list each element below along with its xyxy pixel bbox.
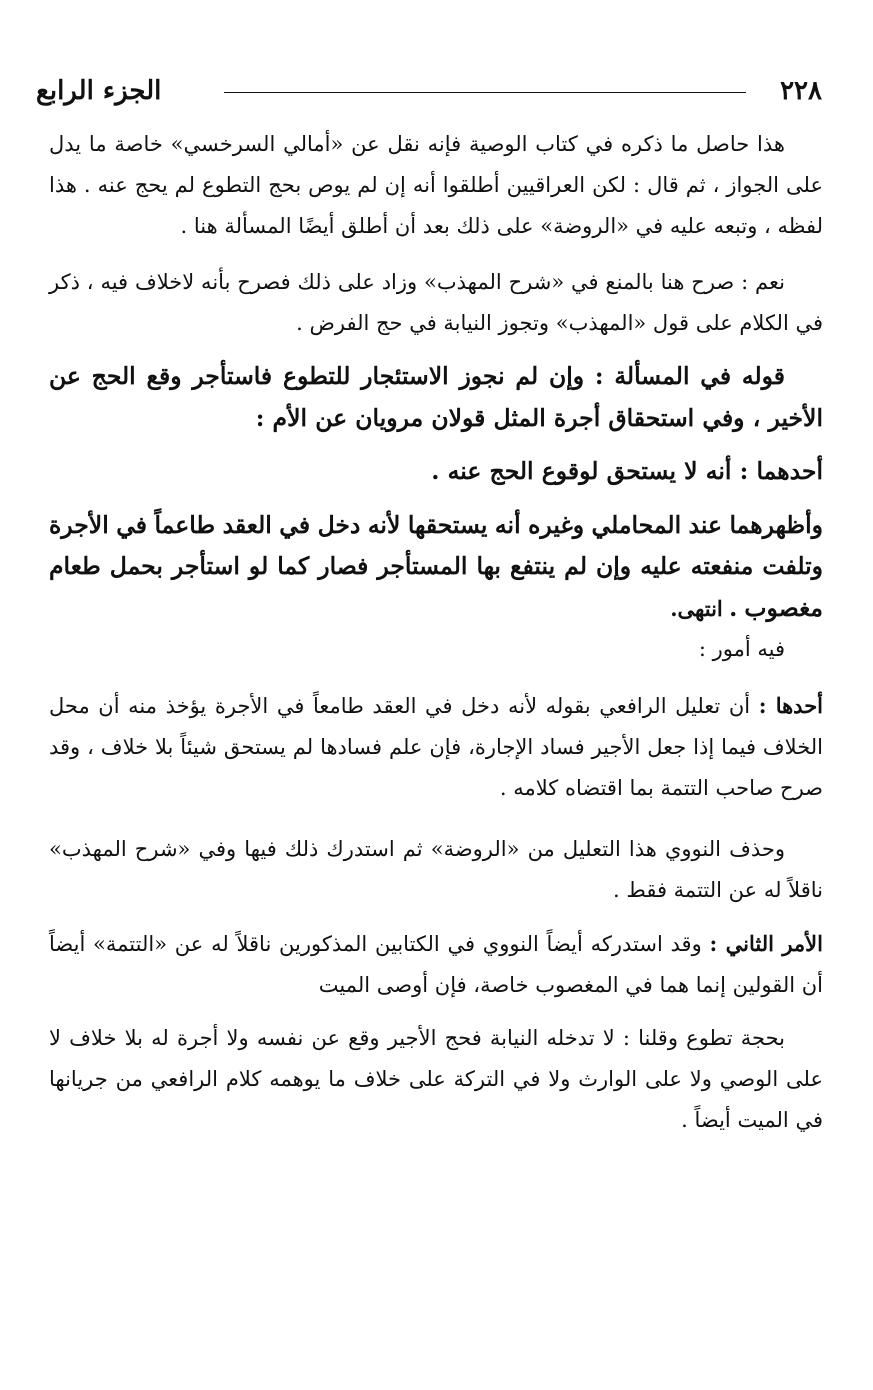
page-body xyxy=(49,124,823,1141)
paragraph: هذا حاصل ما ذكره في كتاب الوصية فإنه نقل عن «أمالي السرخسي» خاصة ما يدل على الجواز ، ثم قال : لكن العراقيين أطلقوا أنه إن لم يوص بحج التطوع لم يحج عنه . هذا لفظه ، وتبعه عليه في «الروضة» على ذلك بعد أن أطلق أيضًا المسألة هنا . xyxy=(49,132,823,238)
paragraph: وحذف النووي هذا التعليل من «الروضة» ثم استدرك ذلك فيها وفي «شرح المهذب» ناقلاً له عن التتمة فقط . xyxy=(49,837,823,902)
paragraph: فيه أمور : xyxy=(698,637,785,661)
quote-end-marker: انتهى. xyxy=(670,595,730,621)
page-header xyxy=(36,76,822,112)
paragraph-text: أن تعليل الرافعي بقوله لأنه دخل في العقد طامعاً في الأجرة يؤخذ منه أن محل الخلاف فيما إذا جعل الأجير فساد الإجارة، فإن علم فسادها لم يستحق شيئاً بلا خلاف ، وقد صرح صاحب التتمة بما اقتضاه كلامه . xyxy=(49,694,823,800)
paragraph-lead: الأمر الثاني : xyxy=(709,931,823,956)
running-title: الجزء الرابع xyxy=(36,76,162,106)
paragraph xyxy=(49,685,823,809)
paragraph: نعم : صرح هنا بالمنع في «شرح المهذب» وزاد على ذلك فصرح بأنه لاخلاف فيه ، ذكر في الكلام على قول «المهذب» وتجوز النيابة في حج الفرض . xyxy=(49,270,823,335)
quoted-text: وأظهرهما عند المحاملي وغيره أنه يستحقها لأنه دخل في العقد طاعماً في الأجرة وتلفت منفعته عليه وإن لم ينتفع بها المستأجر فصار كما لو استأجر بحمل طعام مغصوب . xyxy=(49,510,823,622)
page-number: ٢٢٨ xyxy=(780,76,822,106)
header-rule xyxy=(224,92,746,93)
quoted-paragraph: أحدهما : أنه لا يستحق لوقوع الحج عنه . xyxy=(431,457,823,485)
paragraph xyxy=(49,923,823,1006)
quoted-paragraph: قوله في المسألة : وإن لم نجوز الاستئجار للتطوع فاستأجر وقع الحج عن الأخير ، وفي استحقاق أجرة المثل قولان مرويان عن الأم : xyxy=(49,362,823,432)
paragraph: بحجة تطوع وقلنا : لا تدخله النيابة فحج الأجير وقع عن نفسه ولا أجرة له بلا خلاف لا على الوصي ولا على الوارث ولا في التركة على خلاف ما يوهمه كلام الرافعي من جريانها في الميت أيضاً . xyxy=(49,1026,823,1132)
quoted-paragraph xyxy=(49,505,823,630)
paragraph-text: وقد استدركه أيضاً النووي في الكتابين المذكورين ناقلاً له عن «التتمة» أيضاً أن القولين إنما هما في المغصوب خاصة، فإن أوصى الميت xyxy=(49,932,823,997)
paragraph-lead: أحدها : xyxy=(758,693,824,718)
